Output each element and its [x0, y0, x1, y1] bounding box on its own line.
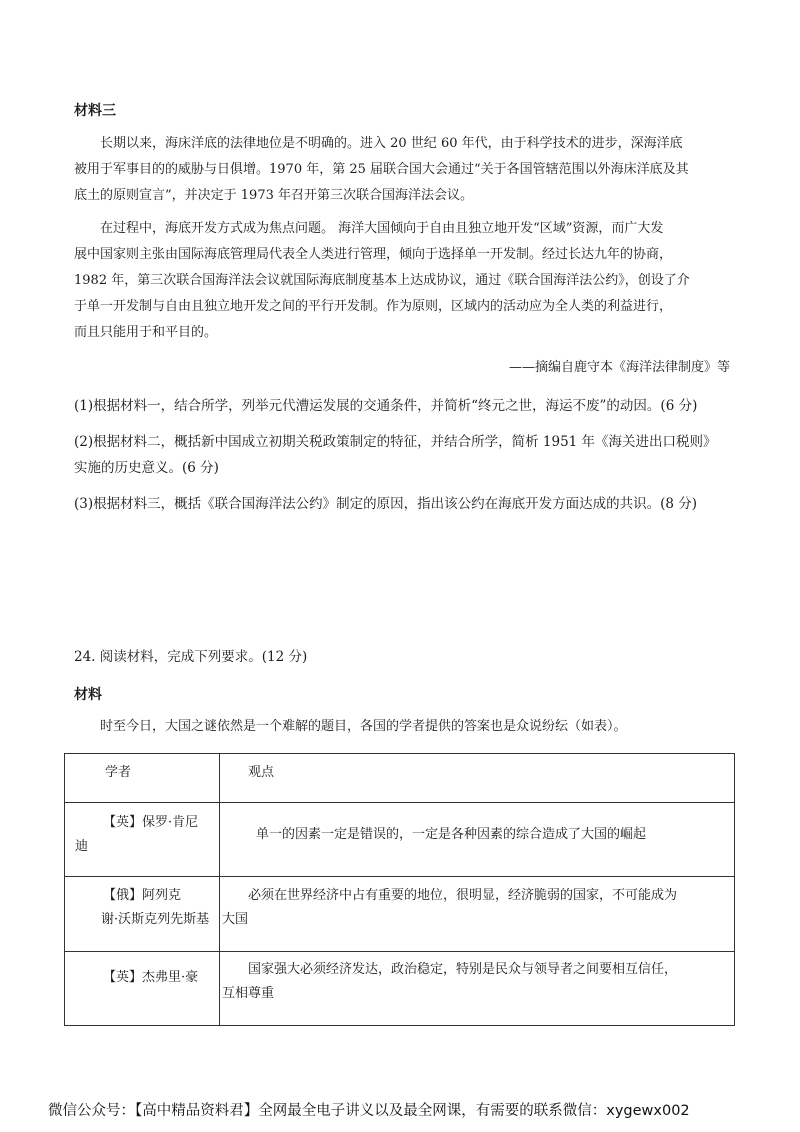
text-line: 底土的原则宣言”，并决定于 1973 年召开第三次联合国海洋法会议。	[74, 188, 473, 203]
views-table	[64, 753, 735, 1026]
header-scholar: 学者	[105, 765, 132, 780]
scholar-line: 【英】杰弗里·豪	[103, 970, 199, 985]
scholar-cell	[65, 877, 220, 952]
view-cell	[220, 877, 735, 952]
text-line: 而且只能用于和平目的。	[74, 325, 218, 340]
table-row	[65, 877, 735, 952]
text-line: 实施的历史意义。(6 分)	[74, 460, 219, 476]
question-1: (1)根据材料一，结合所学，列举元代漕运发展的交通条件，并简析“终元之世，海运不废”的动因。(6 分)	[74, 398, 698, 414]
view-line: 大国	[222, 912, 249, 927]
material3-heading: 材料三	[74, 103, 116, 119]
text-line: 被用于军事目的的威胁与日俱增。1970 年，第 25 届联合国大会通过“关于各国管辖范围以外海床洋底及其	[74, 162, 689, 177]
text-line: 展中国家则主张由国际海底管理局代表全人类进行管理，倾向于选择单一开发制。经过长达九年的协商，	[74, 247, 673, 262]
view-line: 国家强大必须经济发达，政治稳定，特别是民众与领导者之间要相互信任，	[248, 962, 678, 977]
source-citation: ——摘编自鹿守本《海洋法律制度》等	[508, 360, 730, 375]
scholar-cell	[65, 952, 220, 1026]
question-2	[74, 429, 754, 481]
scholar-line: 谢·沃斯克列先斯基	[101, 912, 210, 927]
material3-paragraph-2	[74, 216, 734, 346]
q24-intro: 时至今日，大国之谜依然是一个难解的题目，各国的学者提供的答案也是众说纷纭（如表）。	[100, 719, 627, 734]
scholar-cell	[65, 803, 220, 877]
scholar-line: 迪	[75, 839, 89, 854]
text-line: (2)根据材料二，概括新中国成立初期关税政策制定的特征，并结合所学，简析 1951 年《海关进出口税则》	[74, 434, 717, 450]
view-line: 单一的因素一定是错误的，一定是各种因素的综合造成了大国的崛起	[256, 827, 647, 842]
table-row	[65, 803, 735, 877]
text-line: 于单一开发制与自由且独立地开发之间的平行开发制。作为原则，区域内的活动应为全人类的利益进行，	[74, 299, 673, 314]
table-header-row	[65, 754, 735, 803]
view-cell	[220, 952, 735, 1026]
table-row	[65, 952, 735, 1026]
q24-title: 24. 阅读材料，完成下列要求。(12 分)	[74, 649, 308, 665]
question-3: (3)根据材料三，概括《联合国海洋法公约》制定的原因，指出该公约在海底开发方面达成的共识。(8 分)	[74, 496, 698, 512]
header-cell	[65, 754, 220, 803]
scholar-line: 【俄】阿列克	[103, 888, 182, 903]
text-line: 1982 年，第三次联合国海洋法会议就国际海底制度基本上达成协议，通过《联合国海洋法公约》，创设了介	[74, 273, 690, 288]
material3-paragraph-1	[74, 131, 734, 209]
footer-contact: 微信公众号：【高中精品资料君】全网最全电子讲义以及最全网课，有需要的联系微信：xygewx002	[48, 1103, 690, 1119]
scholar-line: 【英】保罗·肯尼	[103, 815, 199, 830]
view-line: 互相尊重	[222, 986, 275, 1001]
text-line: 在过程中，海底开发方式成为焦点问题。 海洋大国倾向于自由且独立地开发“区域”资源，而广大发	[100, 221, 664, 236]
q24-material-heading: 材料	[74, 687, 102, 703]
header-cell	[220, 754, 735, 803]
header-view: 观点	[248, 765, 275, 780]
view-cell	[220, 803, 735, 877]
text-line: 长期以来，海床洋底的法律地位是不明确的。进入 20 世纪 60 年代，由于科学技术的进步，深海洋底	[100, 136, 683, 151]
view-line: 必须在世界经济中占有重要的地位，很明显，经济脆弱的国家，不可能成为	[248, 888, 678, 903]
